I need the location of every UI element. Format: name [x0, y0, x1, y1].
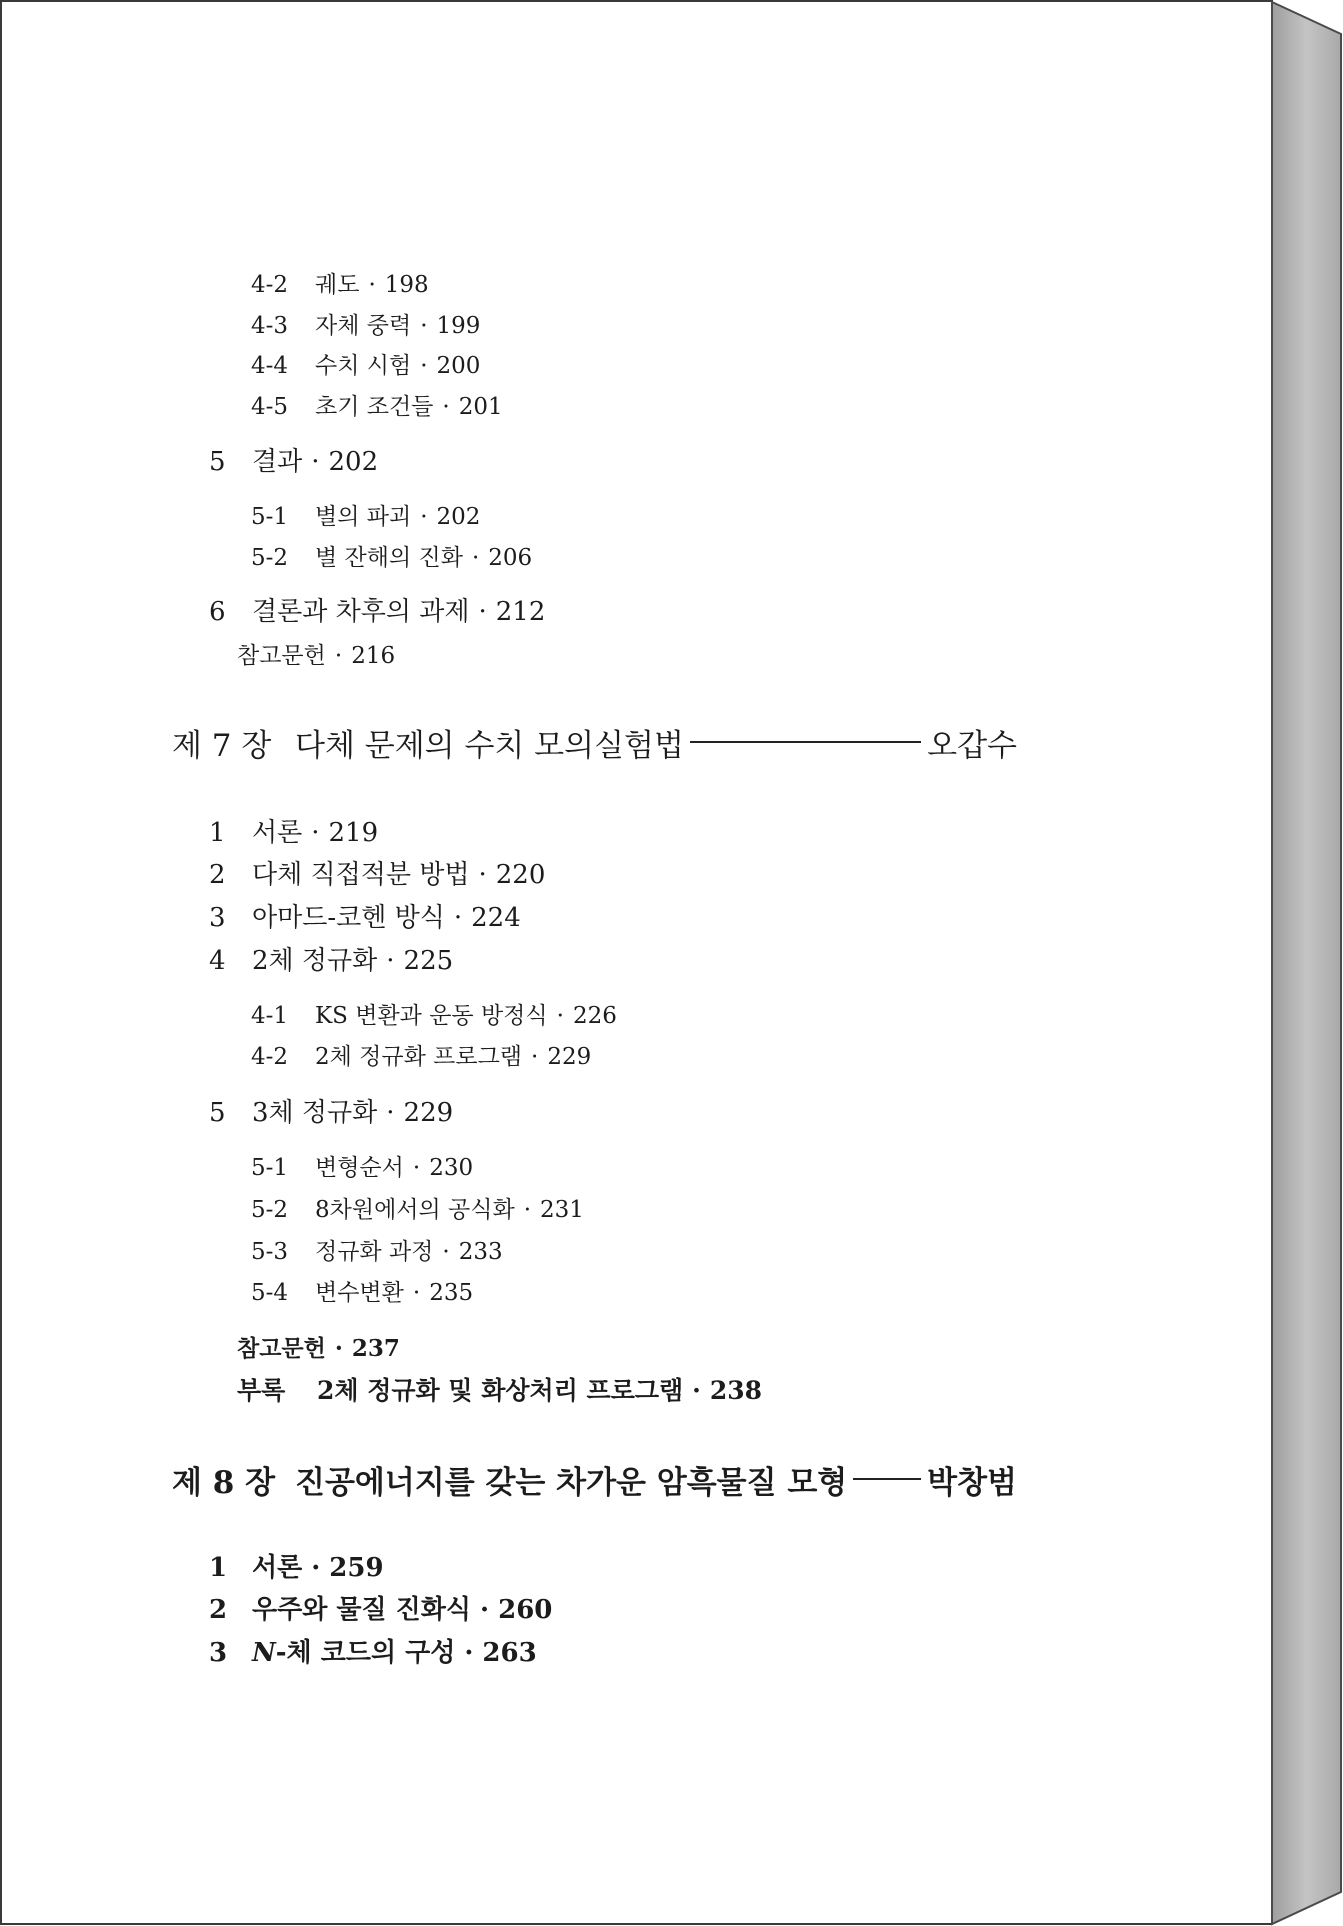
section-title: 서론: [252, 1553, 303, 1583]
entry-separator: ·: [386, 1098, 395, 1128]
entry-separator: ·: [334, 643, 343, 669]
section-title: 3체 정규화: [252, 1098, 378, 1128]
references-page: 237: [351, 1335, 400, 1362]
references-title: 참고문헌: [237, 1335, 326, 1362]
entry-page: 233: [458, 1239, 503, 1265]
entry-title: 8차원에서의 공식화: [315, 1197, 515, 1223]
entry-number: 5-4: [251, 1280, 289, 1306]
entry-title: 정규화 과정: [315, 1239, 434, 1265]
entry-separator: ·: [412, 1155, 421, 1181]
section-title: 서론: [252, 818, 303, 848]
section-page: 259: [329, 1553, 384, 1583]
entry-separator: ·: [556, 1003, 564, 1029]
book-edge: [1272, 2, 1341, 1924]
entry-number: 5-3: [251, 1239, 289, 1265]
toc-entry: [251, 1235, 503, 1269]
toc-section: [209, 816, 378, 850]
section-title: 다체 직접적분 방법: [252, 860, 470, 890]
entry-separator: ·: [442, 1239, 450, 1265]
section-page: 263: [482, 1638, 537, 1668]
toc-entry: [251, 268, 429, 302]
section-page: 212: [495, 597, 546, 627]
entry-page: 200: [436, 353, 481, 379]
chapter-author: 박창범: [927, 1464, 1017, 1501]
section-page: 202: [328, 447, 379, 477]
toc-entry: [251, 309, 480, 343]
toc-section: [209, 944, 453, 978]
entry-number: 4-3: [251, 313, 289, 339]
section-number: 3: [209, 903, 226, 933]
appendix-label: 부록: [237, 1376, 286, 1405]
toc-section: [209, 1551, 384, 1585]
references-title: 참고문헌: [237, 643, 326, 669]
toc-entry: [251, 541, 532, 575]
entry-separator: ·: [478, 597, 487, 627]
entry-page: 201: [458, 394, 503, 420]
chapter-title: 다체 문제의 수치 모의실험법: [295, 727, 684, 764]
entry-title: 변수변환: [315, 1280, 404, 1306]
section-number: 1: [209, 818, 226, 848]
section-page: 225: [403, 946, 454, 976]
entry-separator: ·: [334, 1335, 343, 1362]
entry-page: 206: [488, 545, 533, 571]
entry-title: KS 변환과 운동 방정식: [315, 1003, 548, 1029]
section-number: 6: [209, 597, 226, 627]
entry-number: 5-2: [251, 1197, 289, 1223]
entry-number: 4-2: [251, 272, 289, 298]
entry-separator: ·: [464, 1638, 474, 1668]
section-number: 2: [209, 1595, 228, 1625]
chapter-label: 제 8 장: [172, 1464, 276, 1501]
entry-separator: ·: [478, 860, 487, 890]
toc-entry: [251, 999, 617, 1033]
section-number: 2: [209, 860, 226, 890]
chapter-label: 제 7 장: [172, 727, 272, 764]
entry-page: 231: [540, 1197, 584, 1223]
entry-page: 198: [384, 272, 429, 298]
toc-section: [209, 1593, 552, 1627]
entry-number: 5-1: [251, 1155, 289, 1181]
entry-number: 4-1: [251, 1003, 289, 1029]
toc-section: [209, 595, 545, 629]
section-title: 아마드-코헨 방식: [252, 903, 445, 933]
page-sheet: [1, 1, 1272, 1924]
entry-title: 수치 시험: [315, 353, 412, 379]
toc-entry: [251, 1193, 584, 1227]
entry-separator: ·: [453, 903, 463, 933]
section-title: 2체 정규화: [252, 946, 378, 976]
entry-separator: ·: [480, 1595, 490, 1625]
entry-separator: ·: [412, 1280, 421, 1306]
entry-title: 2체 정규화 프로그램: [315, 1044, 522, 1070]
section-title-italic: N: [252, 1638, 276, 1668]
entry-title: 궤도: [315, 272, 360, 298]
entry-separator: ·: [420, 313, 428, 339]
entry-page: 230: [429, 1155, 474, 1181]
section-number: 1: [209, 1553, 228, 1583]
entry-number: 5-2: [251, 545, 289, 571]
section-title: 우주와 물질 진화식: [252, 1595, 472, 1625]
entry-number: 5-1: [251, 504, 289, 530]
toc-section: [209, 858, 545, 892]
entry-page: 202: [436, 504, 481, 530]
toc-entry: [251, 1040, 591, 1074]
toc-entry: [251, 349, 480, 383]
entry-title: 자체 중력: [315, 313, 412, 339]
entry-page: 229: [547, 1044, 592, 1070]
toc-references: [237, 1332, 400, 1366]
chapter-heading: [172, 722, 1017, 762]
appendix-title: 2체 정규화 및 화상처리 프로그램: [317, 1376, 684, 1405]
toc-section: [209, 901, 521, 935]
toc-entry: [251, 1276, 473, 1310]
section-title: -체 코드의 구성: [275, 1638, 456, 1668]
entry-separator: ·: [523, 1197, 532, 1223]
section-number: 4: [209, 946, 226, 976]
toc-entry: [251, 500, 480, 534]
section-title: 결론과 차후의 과제: [252, 597, 470, 627]
entry-title: 별의 파괴: [315, 504, 412, 530]
entry-page: 235: [429, 1280, 474, 1306]
chapter-title: 진공에너지를 갖는 차가운 암흑물질 모형: [295, 1464, 848, 1501]
chapter-dash-rule: [690, 741, 921, 743]
entry-title: 변형순서: [315, 1155, 404, 1181]
section-page: 219: [328, 818, 379, 848]
references-page: 216: [351, 643, 396, 669]
entry-title: 초기 조건들: [315, 394, 434, 420]
toc-entry: [251, 1151, 473, 1185]
toc-section: [209, 1096, 453, 1130]
entry-page: 226: [572, 1003, 617, 1029]
chapter-heading: [172, 1459, 1017, 1499]
entry-separator: ·: [471, 545, 480, 571]
entry-separator: ·: [692, 1376, 701, 1405]
section-number: 5: [209, 447, 226, 477]
chapter-dash-rule: [853, 1478, 921, 1480]
section-page: 220: [495, 860, 546, 890]
entry-separator: ·: [531, 1044, 539, 1070]
section-page: 260: [498, 1595, 553, 1625]
entry-number: 4-5: [251, 394, 289, 420]
toc-section: [209, 1636, 537, 1670]
entry-number: 4-4: [251, 353, 289, 379]
entry-separator: ·: [420, 353, 428, 379]
section-page: 229: [403, 1098, 454, 1128]
entry-separator: ·: [311, 818, 320, 848]
entry-separator: ·: [386, 946, 395, 976]
entry-separator: ·: [311, 1553, 321, 1583]
section-number: 5: [209, 1098, 226, 1128]
entry-title: 별 잔해의 진화: [315, 545, 463, 571]
toc-appendix: [237, 1374, 762, 1408]
entry-separator: ·: [442, 394, 450, 420]
entry-separator: ·: [311, 447, 320, 477]
toc-entry: [251, 390, 503, 424]
entry-separator: ·: [420, 504, 428, 530]
chapter-author: 오갑수: [927, 727, 1017, 764]
toc-section: [209, 445, 378, 479]
entry-page: 199: [436, 313, 481, 339]
entry-number: 4-2: [251, 1044, 289, 1070]
appendix-page: 238: [709, 1376, 763, 1405]
section-number: 3: [209, 1638, 228, 1668]
section-title: 결과: [252, 447, 303, 477]
entry-separator: ·: [368, 272, 376, 298]
section-page: 224: [471, 903, 521, 933]
toc-references: [237, 639, 395, 673]
